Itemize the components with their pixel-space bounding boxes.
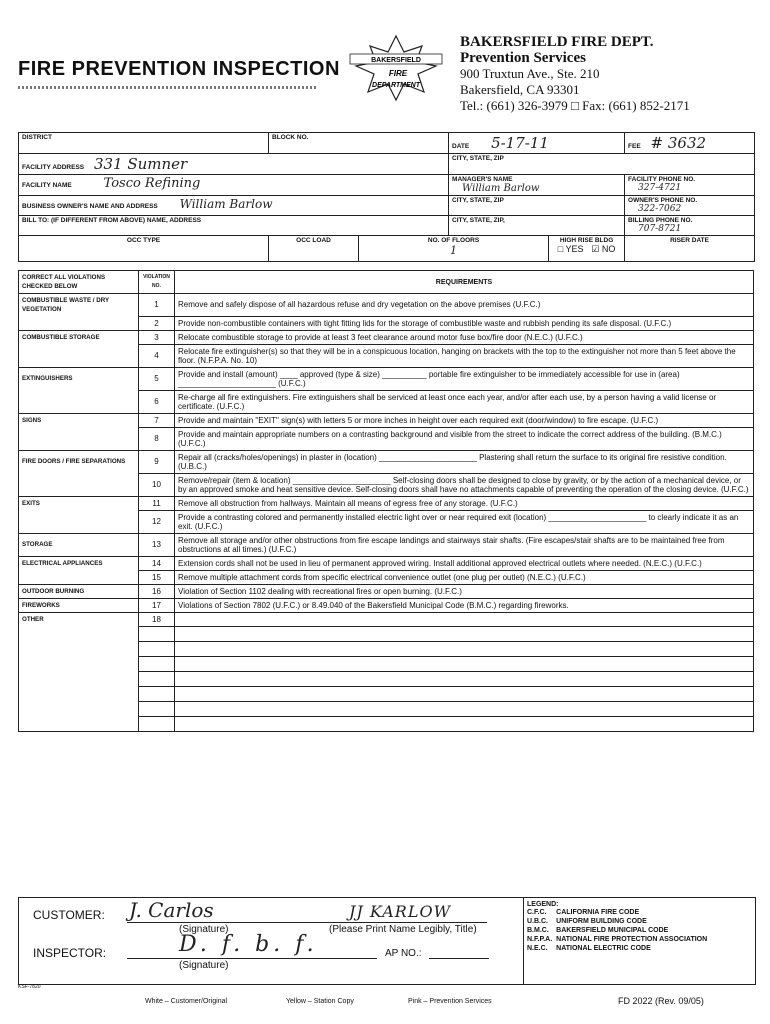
facility-phone-label: FACILITY PHONE NO.: [628, 176, 696, 183]
legend-desc: NATIONAL FIRE PROTECTION ASSOCIATION: [556, 936, 708, 943]
customer-label: CUSTOMER:: [33, 908, 105, 922]
violation-number[interactable]: 11: [139, 496, 175, 510]
violation-number[interactable]: 3: [139, 330, 175, 344]
city-label: CITY, STATE, ZIP: [452, 155, 504, 162]
requirement-row: [19, 427, 754, 450]
owner-city-cell: [449, 196, 625, 216]
requirements-table: [18, 270, 754, 732]
violation-number[interactable]: 8: [139, 427, 175, 450]
legend: [527, 901, 711, 953]
owner-city-label: CITY, STATE, ZIP: [452, 197, 504, 204]
blank-row[interactable]: [19, 701, 754, 716]
legend-desc: BAKERSFIELD MUNICIPAL CODE: [556, 927, 669, 934]
violation-number[interactable]: 13: [139, 533, 175, 556]
facility-address-label: FACILITY ADDRESS: [22, 164, 85, 171]
billing-phone-label: BILLING PHONE NO.: [628, 217, 693, 224]
requirement-text: Violation of Section 1102 dealing with recreational fires or open burning. (U.F.C.): [175, 584, 754, 598]
manager-value: William Barlow: [462, 183, 540, 194]
requirement-row: [19, 570, 754, 584]
requirement-row: [19, 533, 754, 556]
occ-load-cell: [269, 236, 359, 262]
facility-name-label: FACILITY NAME: [22, 182, 72, 189]
blank-row[interactable]: [19, 671, 754, 686]
requirement-category: EXITS: [19, 496, 139, 510]
requirement-category: FIRE DOORS / FIRE SEPARATIONS: [19, 450, 139, 473]
legend-desc: UNIFORM BUILDING CODE: [556, 918, 647, 925]
blank-cell[interactable]: [19, 626, 139, 641]
blank-cell[interactable]: [175, 716, 754, 731]
owner-label: BUSINESS OWNER'S NAME AND ADDRESS: [22, 203, 158, 210]
occ-type-label: OCC TYPE: [126, 237, 161, 244]
legend-title: LEGEND:: [527, 901, 559, 908]
customer-print-name: JJ KARLOW: [349, 902, 452, 921]
requirement-row: [19, 473, 754, 496]
violation-number[interactable]: 4: [139, 344, 175, 367]
requirement-row: [19, 294, 754, 317]
violation-number[interactable]: 1: [139, 294, 175, 317]
signature-caption-2: (Signature): [179, 960, 229, 971]
requirement-row: [19, 510, 754, 533]
requirement-category: [19, 390, 139, 413]
blank-row[interactable]: [19, 686, 754, 701]
owner-value: William Barlow: [179, 197, 273, 211]
violation-number[interactable]: 12: [139, 510, 175, 533]
blank-row[interactable]: [19, 716, 754, 731]
requirement-text: Repair all (cracks/holes/openings) in plaster in (location) ______________________ Plastering shall return the surface to its original fire resistive condition. (U.B.C.): [175, 450, 754, 473]
requirement-text: Remove all obstruction from hallways. Maintain all means of egress free of any storage. (U.F.C.): [175, 496, 754, 510]
violation-number[interactable]: 2: [139, 316, 175, 330]
owner-phone-label: OWNER'S PHONE NO.: [628, 197, 698, 204]
req-header-violation: VIOLATION NO.: [139, 271, 175, 294]
legend-entry: [527, 917, 711, 926]
requirement-category: [19, 570, 139, 584]
fee-cell: [625, 133, 755, 154]
billing-phone-value: 707-8721: [638, 224, 682, 234]
requirement-text: Remove and safely dispose of all hazardous refuse and dry vegetation on the above premises (U.F.C.): [175, 294, 754, 317]
inspector-label: INSPECTOR:: [33, 946, 107, 960]
owner-phone-cell: [625, 196, 755, 216]
blank-cell[interactable]: [139, 656, 175, 671]
block-cell: [269, 133, 449, 154]
blank-cell[interactable]: [19, 671, 139, 686]
floors-label: NO. OF FLOORS: [427, 237, 480, 244]
blank-cell[interactable]: [175, 641, 754, 656]
facility-phone-value: 327-4721: [638, 183, 682, 193]
phone-line: Tel.: (661) 326-3979 □ Fax: (661) 852-2171: [460, 98, 690, 113]
legend-entry: [527, 944, 711, 953]
highrise-cell: [549, 236, 625, 262]
department-header: [460, 34, 690, 114]
requirement-text: Provide non-combustible containers with tight fitting lids for the storage of combustible waste and rubbish pending its safe disposal. (U.F.C.): [175, 316, 754, 330]
legend-entry: [527, 935, 711, 944]
bill-city-label: CITY, STATE, ZIP,: [452, 217, 505, 224]
riser-date-label: RISER DATE: [670, 237, 709, 244]
violation-number[interactable]: 7: [139, 413, 175, 427]
highrise-yes[interactable]: □ YES: [557, 244, 584, 254]
billing-phone-cell: [625, 216, 755, 236]
violation-number[interactable]: 10: [139, 473, 175, 496]
copy-white: White – Customer/Original: [145, 998, 228, 1005]
blank-cell[interactable]: [139, 701, 175, 716]
seal-text-1: BAKERSFIELD: [371, 57, 421, 64]
requirement-category: OUTDOOR BURNING: [19, 584, 139, 598]
highrise-label: HIGH RISE BLDG: [559, 237, 614, 244]
highrise-no[interactable]: ☑ NO: [591, 244, 616, 254]
requirement-row: [19, 330, 754, 344]
legend-entry: [527, 908, 711, 917]
facility-phone-cell: [625, 175, 755, 196]
legend-abbr: N.E.C.: [527, 945, 548, 952]
blank-cell[interactable]: [139, 641, 175, 656]
blank-cell[interactable]: [139, 716, 175, 731]
blank-cell[interactable]: [175, 656, 754, 671]
address-line-1: 900 Truxtun Ave., Ste. 210: [460, 66, 600, 81]
requirement-row: [19, 556, 754, 570]
inspector-signature: D. f. b. f.: [179, 932, 318, 957]
blank-cell[interactable]: [175, 626, 754, 641]
violation-number[interactable]: 16: [139, 584, 175, 598]
req-header-requirements: REQUIREMENTS: [175, 271, 754, 294]
title-divider: [18, 86, 318, 89]
blank-row[interactable]: [19, 641, 754, 656]
requirement-row: [19, 413, 754, 427]
legend-abbr: B.M.C.: [527, 927, 549, 934]
floors-value: 1: [450, 244, 458, 257]
no-label: NO: [601, 244, 616, 254]
copy-pink: Pink – Prevention Services: [408, 998, 492, 1005]
blank-cell[interactable]: [139, 686, 175, 701]
date-cell: [449, 133, 625, 154]
ap-no-label: AP NO.:: [385, 948, 422, 959]
blank-cell[interactable]: [139, 626, 175, 641]
requirement-text: Extension cords shall not be used in lieu of permanent approved wiring. Install additional approved electrical outlets where needed. (N.E.C.) (U.F.C.): [175, 556, 754, 570]
legend-abbr: N.F.P.A.: [527, 936, 553, 943]
blank-cell[interactable]: [19, 716, 139, 731]
fee-value: # 3632: [650, 134, 707, 152]
blank-cell[interactable]: [139, 671, 175, 686]
block-label: BLOCK NO.: [272, 134, 309, 141]
department-name: BAKERSFIELD FIRE DEPT.: [460, 34, 654, 50]
req-header-correct: CORRECT ALL VIOLATIONS CHECKED BELOW: [19, 271, 139, 294]
blank-cell[interactable]: [175, 671, 754, 686]
seal-text-2: FIRE: [388, 69, 408, 78]
legend-abbr: C.F.C.: [527, 909, 547, 916]
facility-address-value: 331 Sumner: [93, 155, 188, 173]
requirement-category: [19, 473, 139, 496]
violation-number[interactable]: 5: [139, 367, 175, 390]
seal-text-3: DEPARTMENT: [372, 82, 420, 89]
fee-label: FEE: [628, 143, 641, 150]
district-label: DISTRICT: [22, 134, 52, 141]
owner-phone-value: 322-7062: [638, 204, 682, 214]
floors-cell: [359, 236, 549, 262]
division-name: Prevention Services: [460, 50, 586, 66]
requirement-row: [19, 584, 754, 598]
violation-number[interactable]: 15: [139, 570, 175, 584]
owner-cell: [19, 196, 449, 216]
legend-desc: NATIONAL ELECTRIC CODE: [556, 945, 651, 952]
requirement-category: ELECTRICAL APPLIANCES: [19, 556, 139, 570]
requirement-row: [19, 367, 754, 390]
requirement-text: Relocate fire extinguisher(s) so that they will be in a conspicuous location, hanging on brackets with the top to the extinguisher not more than 5 feet above the floor. (N.F.P.A. No. 10): [175, 344, 754, 367]
occ-type-cell: [19, 236, 269, 262]
blank-cell[interactable]: [19, 701, 139, 716]
signature-caption: (Signature): [179, 924, 229, 935]
requirement-text: Provide and maintain "EXIT" sign(s) with letters 5 or more inches in height over each required exit (door/window) to fire escape. (U.F.C.): [175, 413, 754, 427]
requirement-text: Re-charge all fire extinguishers. Fire extinguishers shall be serviced at least once each year, and/or after each use, by a person having a valid license or certificate. (U.F.C.): [175, 390, 754, 413]
blank-cell[interactable]: [19, 686, 139, 701]
requirement-row: [19, 390, 754, 413]
requirement-text: Provide a contrasting colored and permanently installed electric light over or near required exit (location) ______________________ to clearly indicate it as an exit. (U.F.C.): [175, 510, 754, 533]
requirement-text: Provide and install (amount) ____ approved (type & size) __________ portable fire extinguisher to be immediately accessible for use in (area) ______________________ (U.F.C.): [175, 367, 754, 390]
occ-load-label: OCC LOAD: [296, 237, 331, 244]
requirement-category: SIGNS: [19, 413, 139, 427]
requirement-category: [19, 344, 139, 367]
district-cell: [19, 133, 269, 154]
print-name-caption: (Please Print Name Legibly, Title): [329, 924, 477, 935]
blank-row[interactable]: [19, 656, 754, 671]
bill-city-cell: [449, 216, 625, 236]
facility-name-cell: [19, 175, 449, 196]
date-label: DATE: [452, 143, 470, 150]
form-title: FIRE PREVENTION INSPECTION: [18, 58, 340, 80]
blank-cell[interactable]: [175, 686, 754, 701]
blank-row[interactable]: [19, 626, 754, 641]
requirement-text: [175, 612, 754, 626]
legend-desc: CALIFORNIA FIRE CODE: [556, 909, 640, 916]
yes-label: YES: [565, 244, 584, 254]
requirement-category: OTHER: [19, 612, 139, 626]
requirement-row: [19, 316, 754, 330]
facility-info-table: [18, 132, 755, 262]
date-value: 5-17-11: [491, 134, 549, 152]
fire-department-seal-icon: [340, 32, 452, 102]
requirement-row: [19, 450, 754, 473]
requirement-category: FIREWORKS: [19, 598, 139, 612]
requirement-category: [19, 316, 139, 330]
requirement-text: Provide and maintain appropriate numbers on a contrasting background and visible from the street to indicate the correct address of the building. (B.M.C.) (U.F.C.): [175, 427, 754, 450]
requirement-text: Remove multiple attachment cords from specific electrical convenience outlet (one plug per outlet) (N.E.C.) (U.F.C.): [175, 570, 754, 584]
customer-signature: J. Carlos: [129, 898, 214, 922]
requirement-row: [19, 496, 754, 510]
blank-cell[interactable]: [19, 641, 139, 656]
requirement-text: Relocate combustible storage to provide at least 3 feet clearance around motor fuse box/fire door (N.E.C.) (U.F.C.): [175, 330, 754, 344]
manager-label: MANAGER'S NAME: [452, 176, 513, 183]
requirement-text: Remove all storage and/or other obstructions from fire escape landings and stairways stair shafts. (Fire escapes/stair shafts are to be maintained free from obstructions at all times.) (U.F.C.): [175, 533, 754, 556]
requirement-row: [19, 612, 754, 626]
riser-date-cell: [625, 236, 755, 262]
address-line-2: Bakersfield, CA 93301: [460, 82, 580, 97]
signature-section: [18, 897, 756, 985]
requirement-category: COMBUSTIBLE STORAGE: [19, 330, 139, 344]
requirement-row: [19, 344, 754, 367]
blank-cell[interactable]: [175, 701, 754, 716]
violation-number[interactable]: 6: [139, 390, 175, 413]
requirement-category: [19, 427, 139, 450]
form-number: FD 2022 (Rev. 09/05): [618, 996, 704, 1006]
blank-cell[interactable]: [19, 656, 139, 671]
violation-number[interactable]: 17: [139, 598, 175, 612]
violation-number[interactable]: 18: [139, 612, 175, 626]
requirement-category: EXTINGUISHERS: [19, 367, 139, 390]
legend-abbr: U.B.C.: [527, 918, 548, 925]
city-cell: [449, 154, 755, 175]
facility-address-cell: [19, 154, 449, 175]
violation-number[interactable]: 9: [139, 450, 175, 473]
form-code: KSF-7820: [18, 984, 41, 990]
requirement-text: Remove/repair (item & location) ______________________ Self-closing doors shall be designed to close by gravity, or by the action of a mechanical device, or by an approved smoke and heat sensitive device. Self-closing doors shall have no attachments capable of preventing the operation of the closing device. (U.F.C.): [175, 473, 754, 496]
bill-to-label: BILL TO: (IF DIFFERENT FROM ABOVE) NAME, ADDRESS: [22, 217, 202, 224]
requirement-row: [19, 598, 754, 612]
facility-name-value: Tosco Refining: [103, 176, 201, 191]
bill-to-cell: [19, 216, 449, 236]
requirement-text: Violations of Section 7802 (U.F.C.) or 8.49.040 of the Bakersfield Municipal Code (B.M.C.) regarding fireworks.: [175, 598, 754, 612]
manager-cell: [449, 175, 625, 196]
copy-yellow: Yellow – Station Copy: [286, 998, 354, 1005]
requirement-category: [19, 510, 139, 533]
requirement-category: COMBUSTIBLE WASTE / DRY VEGETATION: [19, 294, 139, 317]
requirement-category: STORAGE: [19, 533, 139, 556]
legend-entry: [527, 926, 711, 935]
violation-number[interactable]: 14: [139, 556, 175, 570]
